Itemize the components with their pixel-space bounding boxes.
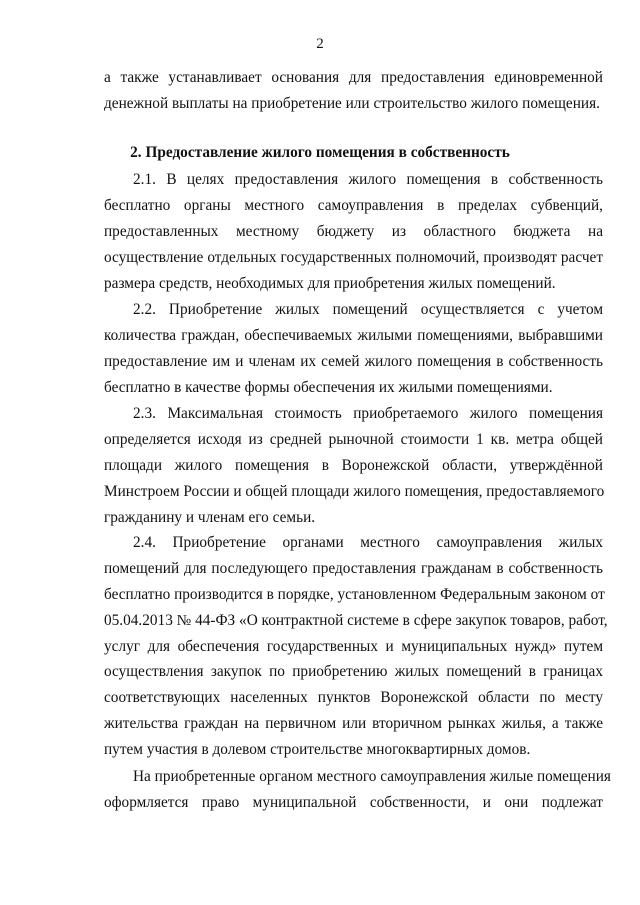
text-line: оформляется право муниципальной собственности, и они подлежат [104,793,603,811]
text-line: гражданину и членам его семьи. [104,508,316,526]
intro-paragraph [104,65,603,117]
paragraph-2-4 [104,530,608,763]
page-number: 2 [316,36,324,52]
text-line: площади жилого помещения в Воронежской области, утверждённой [104,456,603,474]
text-line: 2.4. Приобретение органами местного самоуправления жилых [133,534,603,551]
text-line: предоставление им и членам их семей жилого помещения в собственность [104,352,603,370]
section-heading: 2. Предоставление жилого помещения в собственность [130,144,510,161]
text-line: осуществления закупок по приобретению жилых помещений в границах [104,663,603,681]
text-line: определяется исходя из средней рыночной стоимости 1 кв. метра общей [104,430,603,448]
paragraph-2-2 [104,297,603,401]
text-line: 2.3. Максимальная стоимость приобретаемого жилого помещения [133,405,603,422]
text-line: жительства граждан на первичном или вторичном рынках жилья, а также [104,715,603,733]
text-line: путем участия в долевом строительстве многоквартирных домов. [104,741,531,759]
text-line: количества граждан, обеспечиваемых жилыми помещениями, выбравшими [104,326,603,344]
text-line: а также устанавливает основания для предоставления единовременной [104,69,603,86]
text-line: 2.1. В целях предоставления жилого помещения в собственность [133,171,603,188]
text-line: помещений для последующего предоставления гражданам в собственность [104,559,603,577]
text-line: соответствующих населенных пунктов Воронежской области по месту [104,689,603,707]
text-line: бесплатно органы местного самоуправления в пределах субвенций, [104,196,603,214]
text-line: предоставленных местному бюджету из областного бюджета на [104,222,603,240]
paragraph-2-3 [104,401,603,530]
text-line: осуществление отдельных государственных полномочий, производят расчет [104,248,603,266]
text-line: услуг для обеспечения государственных и муниципальных нужд» путем [104,637,603,655]
text-line: На приобретенные органом местного самоуправления жилые помещения [133,768,611,785]
text-line: размера средств, необходимых для приобретения жилых помещений. [104,274,556,292]
paragraph-2-1 [104,167,603,296]
text-line: 05.04.2013 № 44-ФЗ «О контрактной системе в сфере закупок товаров, работ, [104,611,608,629]
text-line: денежной выплаты на приобретение или строительство жилого помещения. [104,94,600,112]
text-line: 2.2. Приобретение жилых помещений осуществляется с учетом [133,301,603,318]
text-line: бесплатно производится в порядке, установленном Федеральным законом от [104,585,605,603]
text-line: бесплатно в качестве формы обеспечения их жилыми помещениями. [104,378,553,396]
text-line: Минстроем России и общей площади жилого помещения, предоставляемого [104,482,605,500]
paragraph-municipal-ownership [104,764,611,816]
